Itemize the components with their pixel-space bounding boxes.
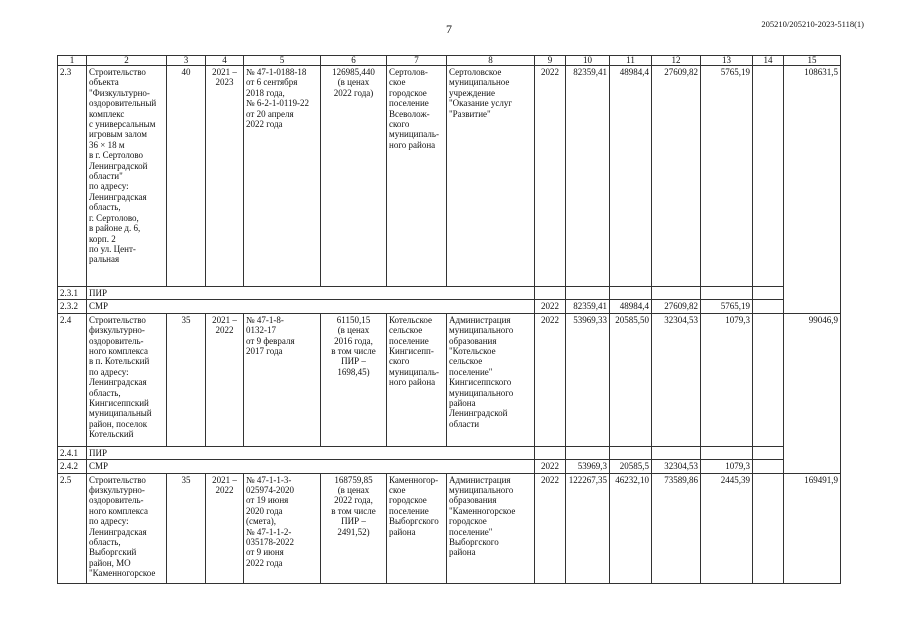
expertise-cell: № 47-1-0188-18 от 6 сентября 2018 года, № 6-2-1-0119-22 от 20 апреля 2022 года (244, 66, 321, 287)
regional-cell: 32304,53 (652, 460, 701, 473)
subrow-label: ПИР (87, 446, 535, 459)
local-cell: 1079,3 (701, 313, 753, 446)
municipality-cell: Котельское сельское поселение Кингисепп- ского муниципаль- ного района (387, 313, 447, 446)
regional-cell: 73589,86 (652, 473, 701, 583)
municipality-cell: Сертолов- ское городское поселение Всеволож- ского муниципаль- ного района (387, 66, 447, 287)
capacity-cell: 35 (167, 313, 206, 446)
period-cell: 2021 – 2022 (206, 313, 244, 446)
total-cell: 53969,33 (566, 313, 610, 446)
table-subrow (58, 300, 841, 313)
empty-cell (753, 287, 784, 300)
total-cell: 122267,35 (566, 473, 610, 583)
local-cell: 5765,19 (701, 66, 753, 287)
year-cell (535, 446, 566, 459)
remaining-cost-cell: 99046,9 (784, 313, 841, 473)
total-cell (566, 287, 610, 300)
total-cell (566, 446, 610, 459)
federal-cell: 46232,10 (610, 473, 652, 583)
period-cell: 2021 – 2022 (206, 473, 244, 583)
local-cell: 2445,39 (701, 473, 753, 583)
empty-cell (753, 446, 784, 459)
municipality-cell: Каменногор- ское городское поселение Выборгского района (387, 473, 447, 583)
program-table (57, 55, 841, 584)
header-cell: 8 (447, 56, 535, 66)
remaining-cost-cell: 108631,5 (784, 66, 841, 314)
header-cell: 7 (387, 56, 447, 66)
table-subrow (58, 287, 841, 300)
cost-cell: 126985,440 (в ценах 2022 года) (321, 66, 387, 287)
header-cell: 9 (535, 56, 566, 66)
header-cell: 2 (87, 56, 167, 66)
total-cell: 53969,3 (566, 460, 610, 473)
empty-cell (753, 473, 784, 583)
subrow-label: ПИР (87, 287, 535, 300)
document-id: 205210/205210-2023-5118(1) (761, 19, 864, 29)
row-number: 2.4.2 (58, 460, 87, 473)
row-number: 2.3.1 (58, 287, 87, 300)
header-cell: 14 (753, 56, 784, 66)
empty-cell (753, 66, 784, 287)
regional-cell: 32304,53 (652, 313, 701, 446)
capacity-cell: 40 (167, 66, 206, 287)
regional-cell: 27609,82 (652, 66, 701, 287)
customer-cell: Сертоловское муниципальное учреждение "Оказание услуг "Развитие" (447, 66, 535, 287)
row-number: 2.4.1 (58, 446, 87, 459)
federal-cell (610, 287, 652, 300)
local-cell: 1079,3 (701, 460, 753, 473)
expertise-cell: № 47-1-8- 0132-17 от 9 февраля 2017 года (244, 313, 321, 446)
local-cell: 5765,19 (701, 300, 753, 313)
object-name: Строительство физкультурно- оздоровитель- ного комплекса в п. Котельский по адресу: Ленинградская область, Кингисеппский муниципальный район, поселок Котельский (87, 313, 167, 446)
local-cell (701, 446, 753, 459)
regional-cell: 27609,82 (652, 300, 701, 313)
header-cell: 15 (784, 56, 841, 66)
customer-cell: Администрация муниципального образования "Котельское сельское поселение" Кингисеппского муниципального района Ленинградской области (447, 313, 535, 446)
federal-cell: 48984,4 (610, 66, 652, 287)
local-cell (701, 287, 753, 300)
header-cell: 3 (167, 56, 206, 66)
table-row (58, 473, 841, 583)
header-cell: 12 (652, 56, 701, 66)
year-cell: 2022 (535, 460, 566, 473)
header-cell: 13 (701, 56, 753, 66)
cost-cell: 61150,15 (в ценах 2016 года, в том числе ПИР – 1698,45) (321, 313, 387, 446)
year-cell: 2022 (535, 300, 566, 313)
column-number-header (58, 56, 841, 66)
remaining-cost-cell: 169491,9 (784, 473, 841, 583)
year-cell: 2022 (535, 66, 566, 287)
page-number: 7 (446, 22, 452, 36)
regional-cell (652, 446, 701, 459)
table-row (58, 313, 841, 446)
federal-cell: 20585,5 (610, 460, 652, 473)
year-cell: 2022 (535, 313, 566, 446)
object-name: Строительство объекта "Физкультурно- оздоровительный комплекс с универсальным игровым залом 36 × 18 м в г. Сертолово Ленинградской области" по адресу: Ленинградская область, г. Сертолово, в районе д. 6, корп. 2 по ул. Цент- ральная (87, 66, 167, 287)
subrow-label: СМР (87, 300, 535, 313)
empty-cell (753, 460, 784, 473)
row-number: 2.3.2 (58, 300, 87, 313)
federal-cell (610, 446, 652, 459)
subrow-label: СМР (87, 460, 535, 473)
regional-cell (652, 287, 701, 300)
total-cell: 82359,41 (566, 300, 610, 313)
federal-cell: 20585,50 (610, 313, 652, 446)
capacity-cell: 35 (167, 473, 206, 583)
table-subrow (58, 460, 841, 473)
cost-cell: 168759,85 (в ценах 2022 года, в том числе ПИР – 2491,52) (321, 473, 387, 583)
total-cell: 82359,41 (566, 66, 610, 287)
year-cell (535, 287, 566, 300)
header-cell: 4 (206, 56, 244, 66)
federal-cell: 48984,4 (610, 300, 652, 313)
empty-cell (753, 300, 784, 313)
period-cell: 2021 – 2023 (206, 66, 244, 287)
header-cell: 5 (244, 56, 321, 66)
header-cell: 6 (321, 56, 387, 66)
header-cell: 1 (58, 56, 87, 66)
row-number: 2.4 (58, 313, 87, 446)
table-row (58, 66, 841, 287)
header-cell: 10 (566, 56, 610, 66)
empty-cell (753, 313, 784, 446)
header-cell: 11 (610, 56, 652, 66)
year-cell: 2022 (535, 473, 566, 583)
row-number: 2.5 (58, 473, 87, 583)
expertise-cell: № 47-1-1-3- 025974-2020 от 19 июня 2020 года (смета), № 47-1-1-2- 035178-2022 от 9 июня 2022 года (244, 473, 321, 583)
row-number: 2.3 (58, 66, 87, 287)
customer-cell: Администрация муниципального образования "Каменногорское городское поселение" Выборгского района (447, 473, 535, 583)
table-subrow (58, 446, 841, 459)
object-name: Строительство физкультурно- оздоровитель- ного комплекса по адресу: Ленинградская область, Выборгский район, МО "Каменногорское (87, 473, 167, 583)
